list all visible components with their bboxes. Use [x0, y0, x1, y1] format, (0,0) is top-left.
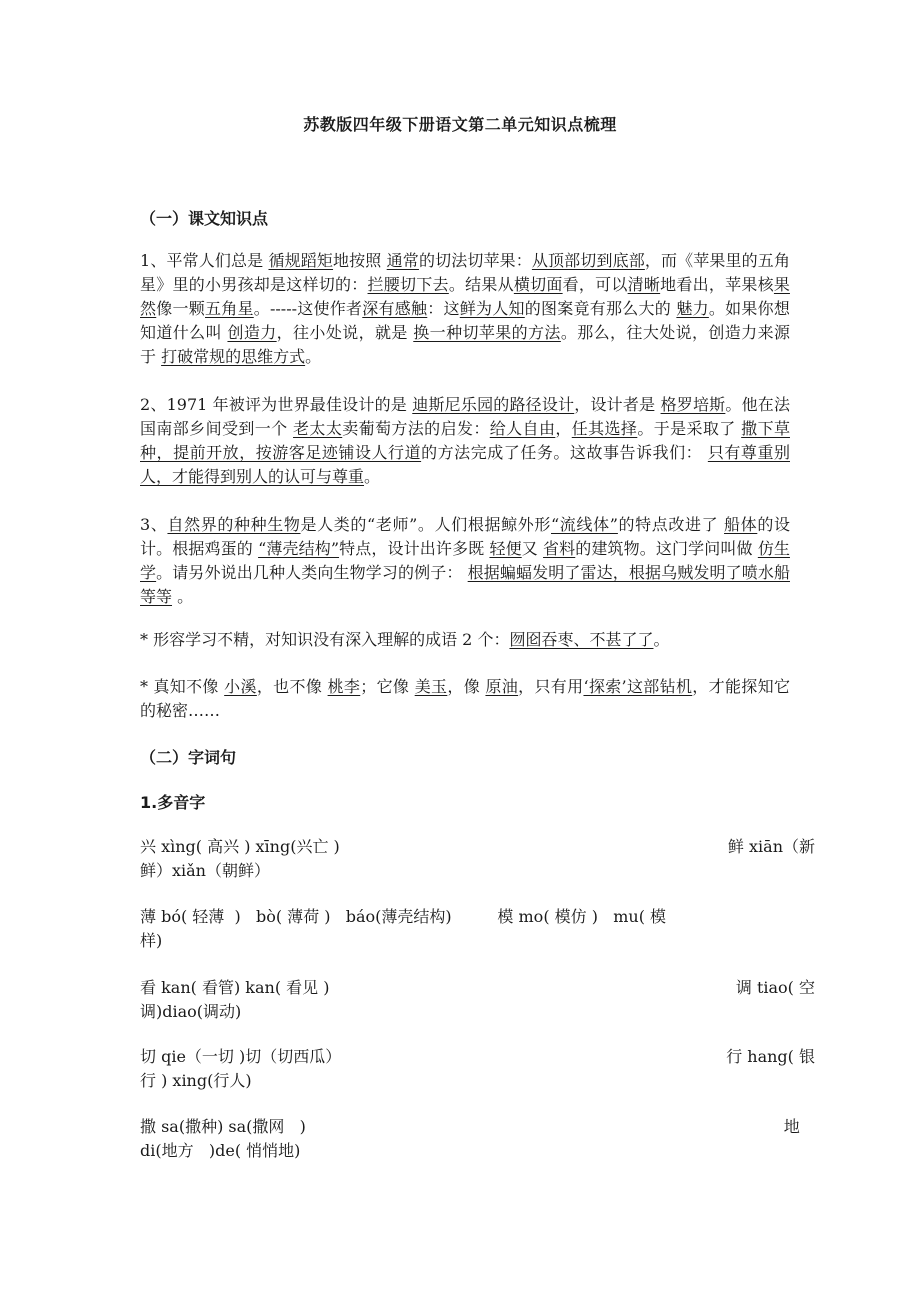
underlined-term: 自然界的种种生物 — [167, 515, 301, 534]
polyphonic-right: 鲜 xiān（新 — [727, 837, 815, 856]
text-run: 像一颗 — [156, 299, 205, 318]
underlined-term: 轻便 — [489, 539, 522, 558]
text-run: 。那么，往大处说，创造力来源于 — [140, 323, 790, 366]
text-run: 。 — [172, 587, 194, 606]
text-run: * 真知不像 — [140, 677, 225, 696]
text-run: 。 — [364, 467, 381, 486]
underlined-term: 清晰 — [627, 275, 661, 294]
text-run: 地按照 — [333, 251, 387, 270]
text-run: 看，可以 — [562, 275, 628, 294]
section-heading-words: （二）字词句 — [140, 748, 237, 767]
polyphonic-left: 看 kan( 看管) kan( 看见 ) — [140, 978, 330, 997]
polyphonic-wrap: 调)diao(调动) — [140, 1002, 242, 1021]
text-run: ，而《苹果里的五角星》里的小男孩却是这样切的： — [140, 251, 790, 294]
paragraph-disney-design — [140, 393, 790, 489]
section-heading-text-knowledge: （一）课文知识点 — [140, 209, 269, 228]
paragraph-bionics — [140, 513, 790, 609]
underlined-term: 迪斯尼乐园的路径设计 — [412, 395, 575, 414]
text-run: 。 — [305, 347, 322, 366]
paragraph-true-knowledge — [140, 675, 790, 723]
text-run: 的设计。根据鸡蛋的 — [140, 515, 790, 558]
underlined-term: 根据蝙蝠发明了雷达，根据乌贼发明了喷水船 — [467, 563, 790, 582]
polyphonic-right: 调 tiao( 空 — [735, 978, 815, 997]
underlined-term: 美玉 — [414, 677, 448, 696]
text-run: ，才能探知它的秘密…… — [140, 677, 790, 720]
text-run: 。请另外说出几种人类向生物学习的例子： — [156, 563, 468, 582]
text-run: 。-----这使作者 — [253, 299, 363, 318]
underlined-term: 深有感触 — [362, 299, 428, 318]
polyphonic-right: 行 hang( 银 — [726, 1047, 815, 1066]
text-run: 卖葡萄方法的启发： — [342, 419, 490, 438]
polyphonic-right: 地 — [783, 1117, 815, 1136]
underlined-term: 船体 — [724, 515, 758, 534]
underlined-term: 从顶部切到底部 — [531, 251, 645, 270]
text-run: ，往小处说，就是 — [276, 323, 414, 342]
underlined-term: 老太太 — [293, 419, 343, 438]
underlined-term: 创造力 — [227, 323, 277, 342]
text-run: 的方法完成了任务。这故事告诉我们： — [421, 443, 708, 462]
underlined-term: 给人自由 — [489, 419, 556, 438]
polyphonic-wrap: 样) — [140, 931, 163, 950]
underlined-term: 任其选择 — [571, 419, 638, 438]
underlined-term: 囫囵吞枣、不甚了了 — [509, 630, 654, 649]
text-run: 又 — [521, 539, 544, 558]
polyphonic-left: 撒 sa(撒种) sa(撒网 ) — [140, 1117, 306, 1136]
underlined-term: 只有尊重别人，才能得到别人的认可与尊重 — [140, 443, 790, 486]
polyphonic-left: 薄 bó( 轻薄 ) bò( 薄荷 ) báo(薄壳结构) 模 mo( 模仿 ) mu( 模 — [140, 907, 667, 926]
underlined-term: 桃李 — [327, 677, 361, 696]
text-run: ；它像 — [360, 677, 415, 696]
underlined-term: 等等 — [140, 587, 173, 606]
polyphonic-wrap: di(地方 )de( 悄悄地) — [140, 1141, 301, 1160]
text-run: 。他在法国南部乡间受到一个 — [140, 395, 790, 438]
document-title: 苏教版四年级下册语文第二单元知识点梳理 — [303, 115, 617, 134]
underlined-term: 鲜为人知 — [459, 299, 525, 318]
text-run: ，只有用 — [518, 677, 584, 696]
polyphonic-wrap: 行 ) xing(行人) — [140, 1071, 252, 1090]
text-run: ：这 — [427, 299, 460, 318]
underlined-term: 循规蹈矩 — [268, 251, 334, 270]
underlined-term: 五角星 — [205, 299, 254, 318]
text-run: 的切法切苹果： — [418, 251, 532, 270]
text-run: 地看出，苹果核 — [660, 275, 774, 294]
underlined-term: 省料 — [543, 539, 576, 558]
text-run: 是人类的“老师”。人们根据鲸外形 — [300, 515, 551, 534]
underlined-term: 果然 — [140, 275, 790, 318]
underlined-term: 小溪 — [224, 677, 257, 696]
text-run: 。于是采取了 — [637, 419, 742, 438]
text-run: 。如果你想知道什么叫 — [140, 299, 790, 342]
text-run: 2、1971 年被评为世界最佳设计的是 — [140, 395, 413, 414]
text-run: 。结果从 — [448, 275, 514, 294]
underlined-term: 格罗培斯 — [660, 395, 726, 414]
text-run: 特点，设计出许多既 — [339, 539, 490, 558]
underlined-term: 通常 — [386, 251, 419, 270]
underlined-term: 仿生学 — [140, 539, 790, 582]
underlined-term: 魅力 — [676, 299, 709, 318]
text-run: 3、 — [140, 515, 168, 534]
underlined-term: 拦腰切下去 — [367, 275, 449, 294]
text-run: 的特点改进了 — [617, 515, 725, 534]
text-run: 的图案竟有那么大的 — [524, 299, 677, 318]
text-run: ， — [555, 419, 572, 438]
polyphonic-left: 切 qie（一切 )切（切西瓜） — [140, 1047, 342, 1066]
underlined-term: 横切面 — [513, 275, 563, 294]
paragraph-apple-star — [140, 249, 790, 369]
text-run: ，也不像 — [256, 677, 328, 696]
polyphonic-wrap: 鲜）xiǎn（朝鲜） — [140, 861, 270, 880]
text-run: * 形容学习不精，对知识没有深入理解的成语 2 个： — [140, 630, 510, 649]
underlined-term: “薄壳结构” — [258, 539, 340, 558]
text-run: 1、平常人们总是 — [140, 251, 269, 270]
text-run: ，设计者是 — [574, 395, 661, 414]
polyphonic-left: 兴 xìng( 高兴 ) xīng(兴亡 ) — [140, 837, 340, 856]
text-run: 的建筑物。这门学问叫做 — [575, 539, 758, 558]
underlined-term: “流线体” — [551, 515, 618, 534]
underlined-term: 原油 — [485, 677, 519, 696]
underlined-term: ‘探索’这部钻机 — [583, 677, 693, 696]
subheading-polyphonic: 1.多音字 — [140, 793, 206, 812]
text-run: 。 — [653, 630, 670, 649]
underlined-term: 撒下草种，提前开放，按游客足迹铺设人行道 — [140, 419, 790, 462]
underlined-term: 打破常规的思维方式 — [161, 347, 306, 366]
underlined-term: 换一种切苹果的方法 — [413, 323, 561, 342]
paragraph-idioms — [140, 628, 790, 652]
text-run: ，像 — [447, 677, 486, 696]
